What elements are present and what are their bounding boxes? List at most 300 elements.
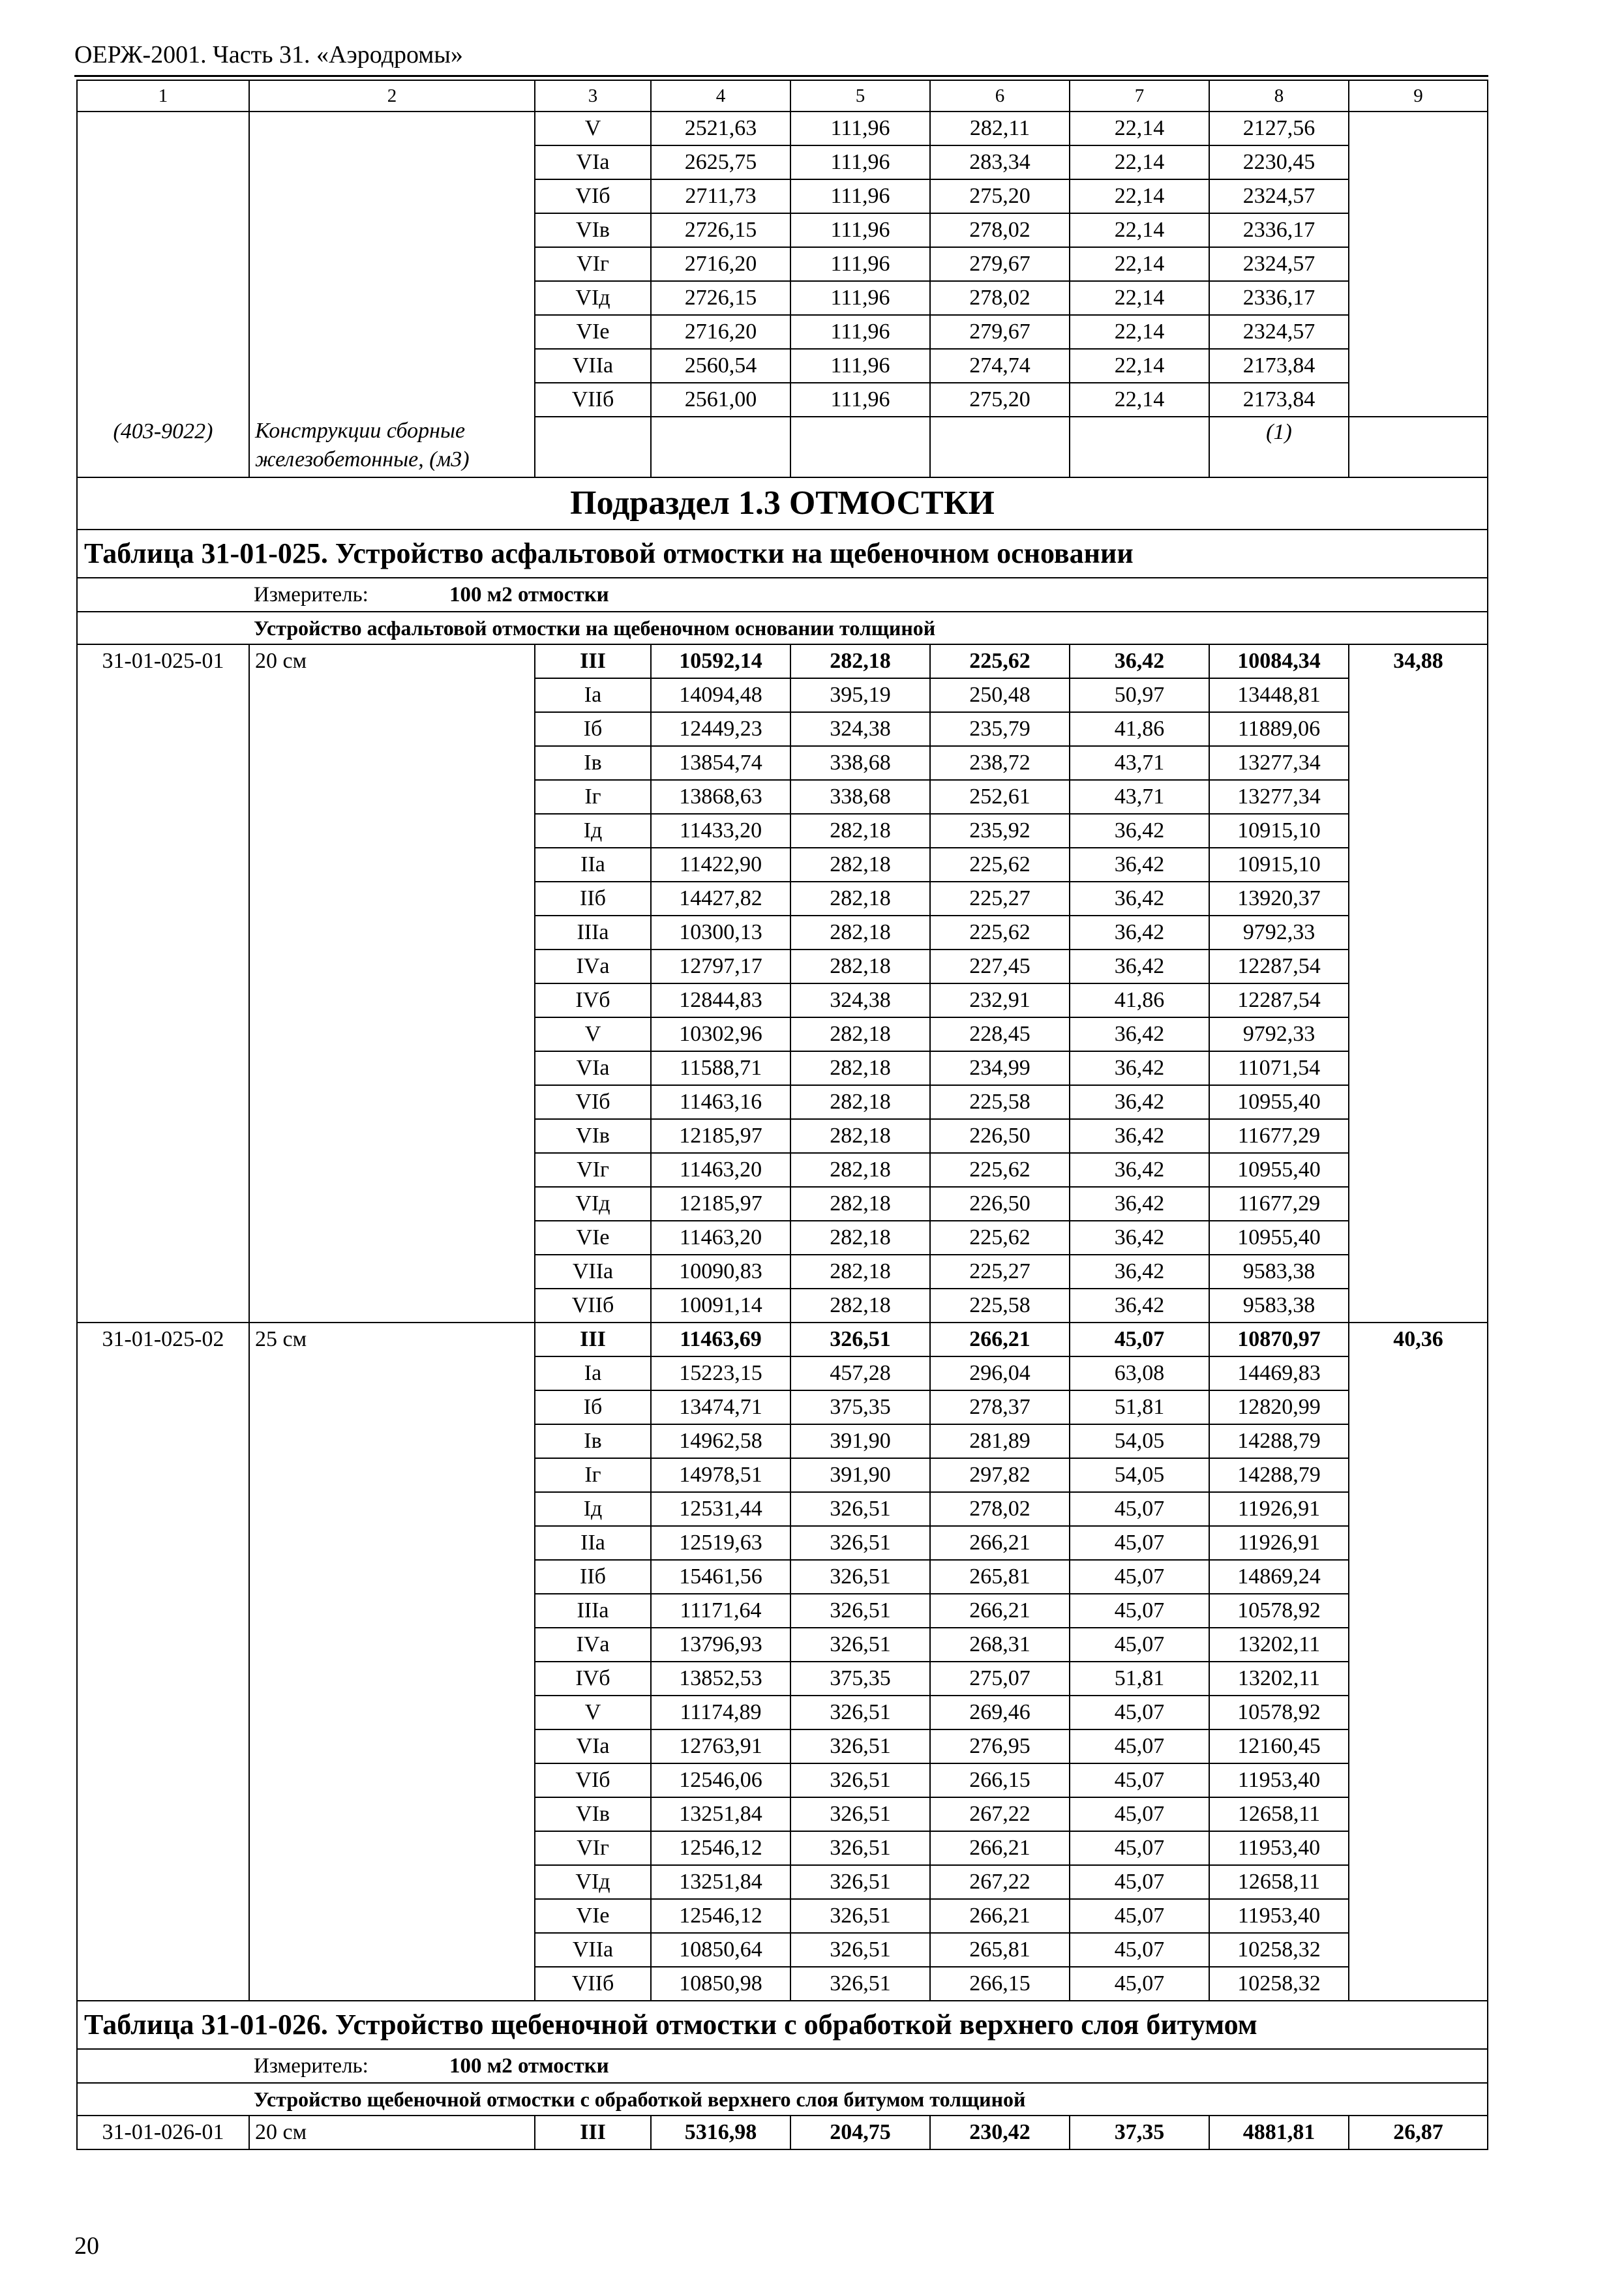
value-cell: 50,97: [1070, 678, 1209, 712]
value-cell: 13251,84: [651, 1797, 790, 1831]
value-cell: 22,14: [1070, 145, 1209, 179]
zone-cell: VIб: [535, 1763, 651, 1797]
zone-cell: IVа: [535, 1628, 651, 1662]
value-cell: 22,14: [1070, 349, 1209, 383]
value-cell: 2716,20: [651, 315, 790, 349]
value-cell: 45,07: [1070, 1763, 1209, 1797]
value-cell: 265,81: [930, 1933, 1070, 1967]
value-cell: 326,51: [790, 1492, 930, 1526]
value-cell: 11588,71: [651, 1051, 790, 1085]
column-index: 3: [535, 80, 651, 112]
zone-cell: IIа: [535, 1526, 651, 1560]
value-cell: 282,18: [790, 644, 930, 678]
value-cell: 9792,33: [1209, 916, 1349, 950]
value-cell: 10955,40: [1209, 1153, 1349, 1187]
zone-cell: V: [535, 1696, 651, 1729]
table-title-row: [77, 530, 1488, 578]
unit-value: 100 м2 отмостки: [449, 583, 609, 606]
value-cell: 283,34: [930, 145, 1070, 179]
value-cell: 111,96: [790, 281, 930, 315]
value-cell: 11422,90: [651, 848, 790, 882]
value-cell: 13920,37: [1209, 882, 1349, 916]
value-cell: 54,05: [1070, 1458, 1209, 1492]
value-cell: 9583,38: [1209, 1255, 1349, 1289]
table-title: Таблица 31-01-026. Устройство щебеночной отмостки с обработкой верхнего слоя битумом: [77, 2001, 1488, 2049]
zone-cell: Iа: [535, 678, 651, 712]
subsection-title: Подраздел 1.3 ОТМОСТКИ: [77, 477, 1488, 530]
value-cell: 274,74: [930, 349, 1070, 383]
value-cell: 275,07: [930, 1662, 1070, 1696]
value-cell: 2324,57: [1209, 315, 1349, 349]
value-cell: 326,51: [790, 1865, 930, 1899]
column-index-row: [77, 80, 1488, 112]
value-cell: 326,51: [790, 1933, 930, 1967]
code-cell-empty: [77, 112, 249, 417]
value-cell: 11463,20: [651, 1221, 790, 1255]
value-cell: 2127,56: [1209, 112, 1349, 145]
value-cell: 12287,54: [1209, 983, 1349, 1017]
zone-cell: VIд: [535, 281, 651, 315]
zone-cell: Iб: [535, 712, 651, 746]
value-cell: 11071,54: [1209, 1051, 1349, 1085]
value-cell: 45,07: [1070, 1696, 1209, 1729]
value-cell: 45,07: [1070, 1594, 1209, 1628]
value-cell: 2560,54: [651, 349, 790, 383]
value-cell: 45,07: [1070, 1899, 1209, 1933]
value-cell: 10578,92: [1209, 1696, 1349, 1729]
column-index: 5: [790, 80, 930, 112]
zone-row: [77, 112, 1488, 145]
zone-cell: VIIа: [535, 1933, 651, 1967]
value-cell: 278,02: [930, 281, 1070, 315]
material-name: Конструкции сборные железобетонные, (м3): [249, 417, 535, 477]
value-cell: 45,07: [1070, 1492, 1209, 1526]
value-cell: 14978,51: [651, 1458, 790, 1492]
value-cell: 297,82: [930, 1458, 1070, 1492]
name-cell-empty: [249, 112, 535, 417]
value-cell: 12449,23: [651, 712, 790, 746]
value-cell: 12185,97: [651, 1119, 790, 1153]
value-cell: 10084,34: [1209, 644, 1349, 678]
value-cell: 36,42: [1070, 848, 1209, 882]
zone-cell: VIе: [535, 315, 651, 349]
value-cell: 13868,63: [651, 780, 790, 814]
value-cell: 266,15: [930, 1763, 1070, 1797]
value-cell: 252,61: [930, 780, 1070, 814]
zone-cell: VIе: [535, 1899, 651, 1933]
value-cell: 13796,93: [651, 1628, 790, 1662]
value-cell: 22,14: [1070, 281, 1209, 315]
value-cell: 10850,64: [651, 1933, 790, 1967]
column-index: 4: [651, 80, 790, 112]
value-cell: 2561,00: [651, 383, 790, 417]
value-cell: 111,96: [790, 213, 930, 247]
value-cell: 13852,53: [651, 1662, 790, 1696]
value-cell: 36,42: [1070, 1017, 1209, 1051]
value-cell: 13474,71: [651, 1390, 790, 1424]
zone-cell: VIв: [535, 1119, 651, 1153]
group-cell: [77, 2083, 1488, 2116]
zone-cell: V: [535, 112, 651, 145]
subsection-row: [77, 477, 1488, 530]
zone-cell: VIг: [535, 1153, 651, 1187]
zone-cell: IIIа: [535, 1594, 651, 1628]
zone-cell: IIб: [535, 1560, 651, 1594]
value-cell: 324,38: [790, 983, 930, 1017]
value-cell: 278,02: [930, 213, 1070, 247]
value-cell: 276,95: [930, 1729, 1070, 1763]
value-cell: 235,79: [930, 712, 1070, 746]
value-cell: 282,18: [790, 1017, 930, 1051]
value-cell: 326,51: [790, 1560, 930, 1594]
value-cell: 10091,14: [651, 1289, 790, 1323]
value-cell: 45,07: [1070, 1729, 1209, 1763]
zone-cell: VIIа: [535, 349, 651, 383]
price-table: [76, 80, 1488, 2150]
value-cell: 13251,84: [651, 1865, 790, 1899]
unit-cell: [77, 2049, 1488, 2083]
value-cell: 45,07: [1070, 1831, 1209, 1865]
value-cell: 36,42: [1070, 644, 1209, 678]
zone-cell: VIIб: [535, 1289, 651, 1323]
value-cell: 326,51: [790, 1763, 930, 1797]
zone-cell: IVб: [535, 1662, 651, 1696]
zone-cell: VIб: [535, 179, 651, 213]
value-cell: 266,21: [930, 1594, 1070, 1628]
value-cell: 10915,10: [1209, 848, 1349, 882]
value-cell: 10850,98: [651, 1967, 790, 2001]
value-cell: 225,27: [930, 1255, 1070, 1289]
column-index: 8: [1209, 80, 1349, 112]
value-cell: 266,21: [930, 1899, 1070, 1933]
value-cell: 13202,11: [1209, 1628, 1349, 1662]
value-cell: 324,38: [790, 712, 930, 746]
value-cell: 36,42: [1070, 916, 1209, 950]
item-base-row: [77, 1323, 1488, 1356]
zone-cell: VIа: [535, 145, 651, 179]
value-cell: 326,51: [790, 1594, 930, 1628]
unit-row: [77, 578, 1488, 612]
unit-row: [77, 2049, 1488, 2083]
value-cell: 11433,20: [651, 814, 790, 848]
value-cell: 2711,73: [651, 179, 790, 213]
value-cell: 13448,81: [1209, 678, 1349, 712]
value-cell: 45,07: [1070, 1967, 1209, 2001]
empty-cell: [651, 417, 790, 477]
value-cell: 326,51: [790, 1899, 930, 1933]
value-cell: 326,51: [790, 1797, 930, 1831]
zone-cell: VIг: [535, 1831, 651, 1865]
value-cell: 275,20: [930, 179, 1070, 213]
column-index: 6: [930, 80, 1070, 112]
zone-cell: IVб: [535, 983, 651, 1017]
value-cell: 395,19: [790, 678, 930, 712]
value-cell: 12820,99: [1209, 1390, 1349, 1424]
value-cell: 14962,58: [651, 1424, 790, 1458]
value-cell: 10302,96: [651, 1017, 790, 1051]
zone-cell: VIв: [535, 1797, 651, 1831]
zone-cell: VIг: [535, 247, 651, 281]
value-cell: 269,46: [930, 1696, 1070, 1729]
value-cell: 230,42: [930, 2116, 1070, 2149]
value-cell: 391,90: [790, 1458, 930, 1492]
value-cell: 2726,15: [651, 213, 790, 247]
group-cell: [77, 612, 1488, 644]
labor-cell: 26,87: [1349, 2116, 1488, 2149]
value-cell: 54,05: [1070, 1424, 1209, 1458]
running-header: ОЕРЖ-2001. Часть 31. «Аэродромы»: [74, 41, 463, 68]
value-cell: 12519,63: [651, 1526, 790, 1560]
value-cell: 2336,17: [1209, 213, 1349, 247]
value-cell: 12160,45: [1209, 1729, 1349, 1763]
value-cell: 2625,75: [651, 145, 790, 179]
zone-cell: Iа: [535, 1356, 651, 1390]
value-cell: 11953,40: [1209, 1831, 1349, 1865]
value-cell: 13277,34: [1209, 746, 1349, 780]
value-cell: 278,02: [930, 1492, 1070, 1526]
value-cell: 375,35: [790, 1390, 930, 1424]
group-title: Устройство щебеночной отмостки с обработкой верхнего слоя битумом толщиной: [254, 2087, 1026, 2111]
value-cell: 225,58: [930, 1289, 1070, 1323]
value-cell: 11677,29: [1209, 1119, 1349, 1153]
value-cell: 10592,14: [651, 644, 790, 678]
value-cell: 111,96: [790, 112, 930, 145]
zone-cell: VIа: [535, 1729, 651, 1763]
value-cell: 4881,81: [1209, 2116, 1349, 2149]
value-cell: 232,91: [930, 983, 1070, 1017]
value-cell: 45,07: [1070, 1628, 1209, 1662]
value-cell: 36,42: [1070, 1153, 1209, 1187]
value-cell: 36,42: [1070, 1085, 1209, 1119]
empty-cell: [790, 417, 930, 477]
value-cell: 36,42: [1070, 1051, 1209, 1085]
value-cell: 63,08: [1070, 1356, 1209, 1390]
value-cell: 326,51: [790, 1967, 930, 2001]
value-cell: 10090,83: [651, 1255, 790, 1289]
value-cell: 282,18: [790, 1119, 930, 1153]
value-cell: 37,35: [1070, 2116, 1209, 2149]
item-name: 20 см: [249, 644, 535, 1323]
value-cell: 12287,54: [1209, 950, 1349, 983]
value-cell: 265,81: [930, 1560, 1070, 1594]
zone-cell: III: [535, 1323, 651, 1356]
value-cell: 238,72: [930, 746, 1070, 780]
value-cell: 111,96: [790, 383, 930, 417]
zone-cell: III: [535, 2116, 651, 2149]
value-cell: 2230,45: [1209, 145, 1349, 179]
page-number: 20: [74, 2232, 99, 2260]
value-cell: 11953,40: [1209, 1899, 1349, 1933]
value-cell: 11174,89: [651, 1696, 790, 1729]
value-cell: 45,07: [1070, 1526, 1209, 1560]
value-cell: 12546,06: [651, 1763, 790, 1797]
material-row: [77, 417, 1488, 477]
zone-cell: VIе: [535, 1221, 651, 1255]
value-cell: 11677,29: [1209, 1187, 1349, 1221]
value-cell: 41,86: [1070, 712, 1209, 746]
value-cell: 14869,24: [1209, 1560, 1349, 1594]
value-cell: 22,14: [1070, 247, 1209, 281]
value-cell: 111,96: [790, 145, 930, 179]
value-cell: 14469,83: [1209, 1356, 1349, 1390]
value-cell: 11953,40: [1209, 1763, 1349, 1797]
value-cell: 45,07: [1070, 1797, 1209, 1831]
empty-cell: [930, 417, 1070, 477]
unit-label: Измеритель:: [254, 2054, 368, 2078]
value-cell: 2726,15: [651, 281, 790, 315]
value-cell: 45,07: [1070, 1865, 1209, 1899]
item-name: 25 см: [249, 1323, 535, 2001]
value-cell: 12658,11: [1209, 1865, 1349, 1899]
value-cell: 11463,69: [651, 1323, 790, 1356]
value-cell: 282,18: [790, 950, 930, 983]
item-code: 31-01-025-01: [77, 644, 249, 1323]
zone-cell: Iг: [535, 780, 651, 814]
zone-cell: V: [535, 1017, 651, 1051]
value-cell: 14288,79: [1209, 1458, 1349, 1492]
value-cell: 11463,20: [651, 1153, 790, 1187]
value-cell: 22,14: [1070, 179, 1209, 213]
zone-cell: Iв: [535, 746, 651, 780]
value-cell: 282,11: [930, 112, 1070, 145]
value-cell: 11889,06: [1209, 712, 1349, 746]
value-cell: 111,96: [790, 315, 930, 349]
value-cell: 36,42: [1070, 1221, 1209, 1255]
zone-cell: VIIб: [535, 383, 651, 417]
column-index: 1: [77, 80, 249, 112]
item-base-row: [77, 644, 1488, 678]
value-cell: 12546,12: [651, 1899, 790, 1933]
value-cell: 12185,97: [651, 1187, 790, 1221]
value-cell: 326,51: [790, 1729, 930, 1763]
value-cell: 22,14: [1070, 383, 1209, 417]
value-cell: 45,07: [1070, 1323, 1209, 1356]
value-cell: 282,18: [790, 848, 930, 882]
value-cell: 326,51: [790, 1831, 930, 1865]
value-cell: 375,35: [790, 1662, 930, 1696]
value-cell: 326,51: [790, 1323, 930, 1356]
value-cell: 266,21: [930, 1526, 1070, 1560]
value-cell: 227,45: [930, 950, 1070, 983]
value-cell: 282,18: [790, 882, 930, 916]
value-cell: 13277,34: [1209, 780, 1349, 814]
zone-cell: VIд: [535, 1865, 651, 1899]
value-cell: 41,86: [1070, 983, 1209, 1017]
value-cell: 51,81: [1070, 1390, 1209, 1424]
value-cell: 279,67: [930, 247, 1070, 281]
value-cell: 282,18: [790, 1289, 930, 1323]
zone-cell: IIIа: [535, 916, 651, 950]
zone-cell: III: [535, 644, 651, 678]
value-cell: 225,58: [930, 1085, 1070, 1119]
value-cell: 36,42: [1070, 882, 1209, 916]
value-cell: 5316,98: [651, 2116, 790, 2149]
value-cell: 14427,82: [651, 882, 790, 916]
value-cell: 204,75: [790, 2116, 930, 2149]
value-cell: 2521,63: [651, 112, 790, 145]
value-cell: 2173,84: [1209, 383, 1349, 417]
value-cell: 225,62: [930, 916, 1070, 950]
value-cell: 296,04: [930, 1356, 1070, 1390]
value-cell: 22,14: [1070, 315, 1209, 349]
material-qty: (1): [1209, 417, 1349, 477]
value-cell: 2716,20: [651, 247, 790, 281]
unit-label: Измеритель:: [254, 583, 368, 606]
unit-cell: [77, 578, 1488, 612]
value-cell: 14288,79: [1209, 1424, 1349, 1458]
group-row: [77, 2083, 1488, 2116]
header-rule: [74, 75, 1488, 77]
value-cell: 111,96: [790, 349, 930, 383]
value-cell: 282,18: [790, 1153, 930, 1187]
value-cell: 10955,40: [1209, 1221, 1349, 1255]
value-cell: 250,48: [930, 678, 1070, 712]
item-code: 31-01-025-02: [77, 1323, 249, 2001]
value-cell: 10300,13: [651, 916, 790, 950]
value-cell: 326,51: [790, 1696, 930, 1729]
value-cell: 10915,10: [1209, 814, 1349, 848]
column-index: 7: [1070, 80, 1209, 112]
value-cell: 282,18: [790, 1255, 930, 1289]
value-cell: 45,07: [1070, 1560, 1209, 1594]
value-cell: 10578,92: [1209, 1594, 1349, 1628]
value-cell: 22,14: [1070, 112, 1209, 145]
value-cell: 36,42: [1070, 814, 1209, 848]
value-cell: 225,62: [930, 644, 1070, 678]
value-cell: 43,71: [1070, 746, 1209, 780]
value-cell: 457,28: [790, 1356, 930, 1390]
value-cell: 282,18: [790, 814, 930, 848]
value-cell: 10955,40: [1209, 1085, 1349, 1119]
value-cell: 43,71: [1070, 780, 1209, 814]
zone-cell: Iг: [535, 1458, 651, 1492]
value-cell: 36,42: [1070, 1187, 1209, 1221]
value-cell: 51,81: [1070, 1662, 1209, 1696]
value-cell: 13202,11: [1209, 1662, 1349, 1696]
value-cell: 266,15: [930, 1967, 1070, 2001]
value-cell: 15223,15: [651, 1356, 790, 1390]
value-cell: 14094,48: [651, 678, 790, 712]
value-cell: 228,45: [930, 1017, 1070, 1051]
value-cell: 2324,57: [1209, 247, 1349, 281]
value-cell: 111,96: [790, 179, 930, 213]
value-cell: 2173,84: [1209, 349, 1349, 383]
value-cell: 11463,16: [651, 1085, 790, 1119]
value-cell: 267,22: [930, 1865, 1070, 1899]
value-cell: 338,68: [790, 746, 930, 780]
table-title: Таблица 31-01-025. Устройство асфальтовой отмостки на щебеночном основании: [77, 530, 1488, 578]
value-cell: 10870,97: [1209, 1323, 1349, 1356]
value-cell: 279,67: [930, 315, 1070, 349]
labor-cell: 34,88: [1349, 644, 1488, 1323]
value-cell: 13854,74: [651, 746, 790, 780]
empty-cell: [1349, 417, 1488, 477]
value-cell: 234,99: [930, 1051, 1070, 1085]
value-cell: 225,62: [930, 1221, 1070, 1255]
value-cell: 282,18: [790, 1187, 930, 1221]
value-cell: 268,31: [930, 1628, 1070, 1662]
item-code: 31-01-026-01: [77, 2116, 249, 2149]
zone-cell: IVа: [535, 950, 651, 983]
value-cell: 225,27: [930, 882, 1070, 916]
zone-cell: Iд: [535, 814, 651, 848]
zone-cell: Iв: [535, 1424, 651, 1458]
value-cell: 267,22: [930, 1797, 1070, 1831]
item-base-row: [77, 2116, 1488, 2149]
labor-cell: 40,36: [1349, 1323, 1488, 2001]
empty-cell: [1070, 417, 1209, 477]
value-cell: 10258,32: [1209, 1967, 1349, 2001]
